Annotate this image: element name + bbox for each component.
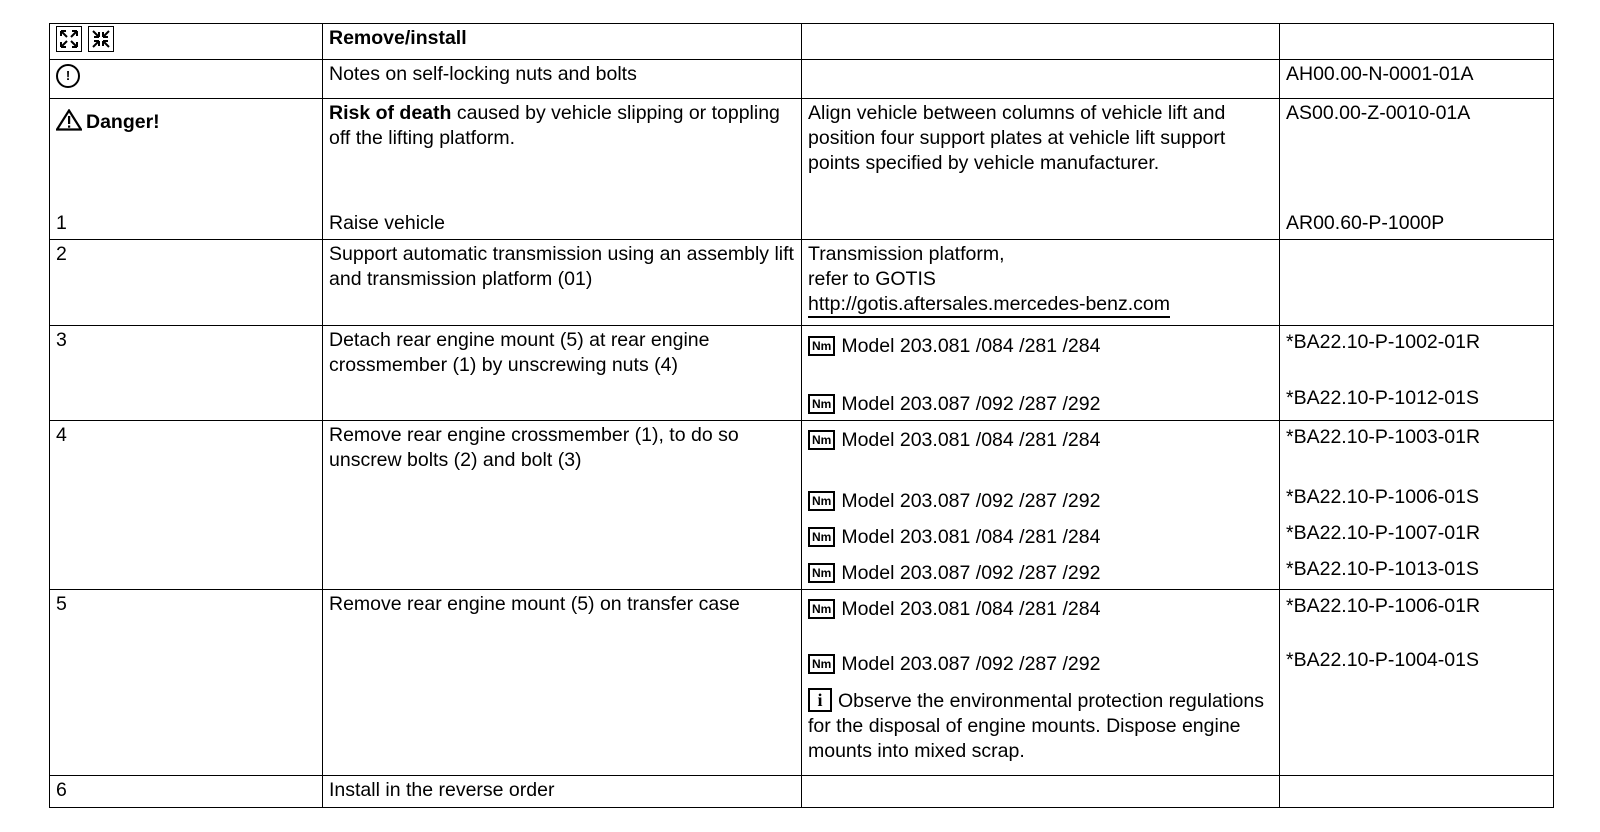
step-row-5 (50, 590, 1554, 776)
spec-ref[interactable]: *BA22.10-P-1012-01S (1286, 387, 1479, 409)
warning-triangle-icon (56, 109, 82, 138)
step-number: 6 (50, 776, 323, 808)
notes-icon: ! (56, 64, 80, 88)
danger-ref[interactable]: AS00.00-Z-0010-01A (1286, 102, 1471, 124)
danger-risk-bold: Risk of death (329, 102, 452, 124)
step-ref[interactable]: AR00.60-P-1000P (1286, 212, 1445, 234)
gotis-link[interactable]: http://gotis.aftersales.mercedes-benz.com (808, 293, 1170, 318)
step-action: Support automatic transmission using an assembly lift and transmission platform (01) (323, 240, 802, 326)
step-action: Detach rear engine mount (5) at rear engine crossmember (1) by unscrewing nuts (4) (323, 326, 802, 421)
header-icons-cell (50, 24, 323, 60)
danger-row (50, 99, 1554, 240)
torque-icon: Nm (808, 394, 835, 414)
install-icon (88, 26, 114, 52)
procedure-table (49, 23, 1554, 808)
spec-ref[interactable]: *BA22.10-P-1007-01R (1286, 522, 1481, 544)
torque-spec: Nm Model 203.081 /084 /281 /284 (808, 525, 1273, 561)
step-number: 3 (50, 326, 323, 421)
torque-icon: Nm (808, 491, 835, 511)
step-row-6 (50, 776, 1554, 808)
torque-icon: Nm (808, 599, 835, 619)
platform-note: Transmission platform, (808, 243, 1005, 265)
torque-spec: Nm Model 203.087 /092 /287 /292 (808, 652, 1273, 688)
torque-icon: Nm (808, 527, 835, 547)
torque-spec: Nm Model 203.087 /092 /287 /292 (808, 392, 1273, 417)
spec-ref[interactable]: *BA22.10-P-1013-01S (1286, 558, 1479, 580)
environment-note: i Observe the environmental protection regulations for the disposal of engine mounts. Dispose engine mounts into mixed scrap. (808, 690, 1264, 762)
step-number: 2 (50, 240, 323, 326)
step-action: Remove rear engine mount (5) on transfer case (323, 590, 802, 776)
step-row-2 (50, 240, 1554, 326)
step-action: Remove rear engine crossmember (1), to do so unscrew bolts (2) and bolt (3) (323, 421, 802, 590)
torque-icon: Nm (808, 430, 835, 450)
spec-ref[interactable]: *BA22.10-P-1004-01S (1286, 649, 1479, 671)
torque-icon: Nm (808, 336, 835, 356)
step-row-3 (50, 326, 1554, 421)
step-number: 1 (56, 212, 67, 234)
header-row (50, 24, 1554, 60)
notes-ref[interactable]: AH00.00-N-0001-01A (1280, 60, 1554, 99)
step-number: 4 (50, 421, 323, 590)
torque-icon: Nm (808, 654, 835, 674)
spec-ref[interactable]: *BA22.10-P-1006-01R (1286, 595, 1481, 617)
torque-spec: Nm Model 203.081 /084 /281 /284 (808, 334, 1273, 392)
gotis-note: refer to GOTIS (808, 268, 936, 290)
torque-spec: Nm Model 203.081 /084 /281 /284 (808, 597, 1273, 652)
danger-remedy: Align vehicle between columns of vehicle lift and position four support plates at vehicle lift support points specified by vehicle manufacturer. (802, 99, 1280, 240)
step-action: Raise vehicle (329, 212, 445, 234)
step-row-4 (50, 421, 1554, 590)
info-icon: i (808, 688, 832, 712)
notes-row (50, 60, 1554, 99)
torque-spec: Nm Model 203.087 /092 /287 /292 (808, 561, 1273, 586)
notes-label: Notes on self-locking nuts and bolts (323, 60, 802, 99)
step-number: 5 (50, 590, 323, 776)
spec-ref[interactable]: *BA22.10-P-1003-01R (1286, 426, 1481, 448)
danger-label: Danger! (86, 111, 160, 133)
spec-ref[interactable]: *BA22.10-P-1002-01R (1286, 331, 1481, 353)
page-title: Remove/install (323, 24, 802, 60)
torque-icon: Nm (808, 563, 835, 583)
spec-ref[interactable]: *BA22.10-P-1006-01S (1286, 486, 1479, 508)
remove-icon (56, 26, 82, 52)
torque-spec: Nm Model 203.081 /084 /281 /284 (808, 428, 1273, 489)
step-action: Install in the reverse order (323, 776, 802, 808)
danger-risk-text: caused by vehicle slipping or toppling off the lifting platform. (329, 102, 780, 149)
torque-spec: Nm Model 203.087 /092 /287 /292 (808, 489, 1273, 525)
